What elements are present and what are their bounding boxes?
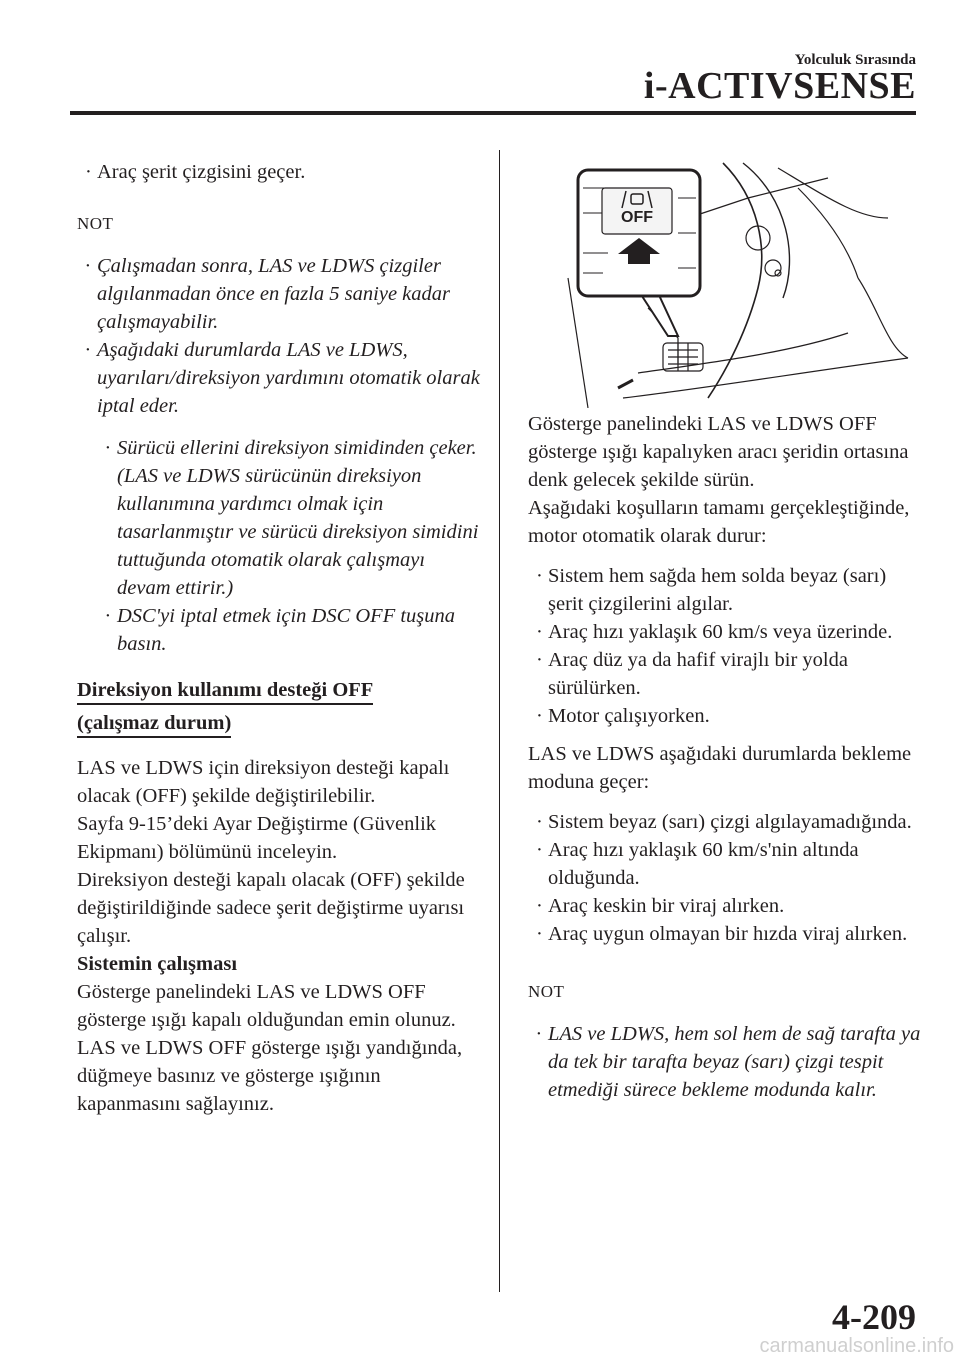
header-rule bbox=[70, 111, 916, 115]
dashboard-figure bbox=[528, 158, 924, 408]
note-subitem: · Sürücü ellerini direksiyon simidinden çeker. (LAS ve LDWS sürücünün direksiyon kullanımına yardımcı olmak için tasarlanmıştır ve sürücü direksiyon simidini tuttuğunda otomatik olarak çalışmayı devam ettirir.) bbox=[105, 437, 479, 599]
note-subitem: · DSC'yi iptal etmek için DSC OFF tuşuna basın. bbox=[105, 605, 456, 655]
list-item: · Motor çalışıyorken. bbox=[536, 705, 710, 727]
chapter-title: i-ACTIVSENSE bbox=[643, 65, 916, 107]
paragraph: Sayfa 9-15’deki Ayar Değiştirme (Güvenlik Ekipmanı) bölümünü inceleyin. bbox=[77, 813, 437, 863]
conditions-list bbox=[528, 562, 923, 730]
sub-heading: Sistemin çalışması bbox=[77, 953, 238, 975]
section-title: Yolculuk Sırasında bbox=[794, 52, 916, 68]
column-divider bbox=[499, 150, 500, 1292]
dashboard-illustration bbox=[528, 158, 924, 408]
right-column bbox=[528, 410, 923, 1104]
watermark: carmanualsonline.info bbox=[759, 1335, 954, 1357]
list-item: · Araç hızı yaklaşık 60 km/s veya üzerinde. bbox=[536, 621, 893, 643]
note-item: · Çalışmadan sonra, LAS ve LDWS çizgiler algılanmadan önce en fazla 5 saniye kadar çalışmayabilir. bbox=[85, 255, 451, 333]
note-item: · LAS ve LDWS, hem sol hem de sağ tarafta ya da tek bir tarafta beyaz (sarı) çizgi tespit etmediği sürece bekleme modunda kalır. bbox=[536, 1023, 921, 1101]
page-number: 4-209 bbox=[832, 1297, 916, 1337]
list-item: · Araç uygun olmayan bir hızda viraj alırken. bbox=[536, 923, 908, 945]
left-column bbox=[77, 158, 482, 1118]
list-item: · Sistem hem sağda hem solda beyaz (sarı) şerit çizgilerini algılar. bbox=[536, 565, 887, 615]
paragraph: LAS ve LDWS için direksiyon desteği kapalı olacak (OFF) şekilde değiştirilebilir. bbox=[77, 757, 450, 807]
off-label: OFF bbox=[621, 209, 653, 226]
note-label: NOT bbox=[77, 214, 114, 233]
paragraph: LAS ve LDWS aşağıdaki durumlarda bekleme moduna geçer: bbox=[528, 743, 912, 793]
note-label: NOT bbox=[528, 982, 565, 1001]
list-item: · Araç düz ya da hafif virajlı bir yolda sürülürken. bbox=[536, 649, 848, 699]
paragraph: Gösterge panelindeki LAS ve LDWS OFF gösterge ışığı kapalı olduğundan emin olunuz. LAS ve LDWS OFF gösterge ışığı yandığında, düğmeye basınız ve gösterge ışığının kapanmasını sağlayınız. bbox=[77, 981, 463, 1115]
list-item: · Araç şerit çizgisini geçer. bbox=[85, 161, 306, 183]
standby-list bbox=[528, 808, 923, 948]
paragraph: Aşağıdaki koşulların tamamı gerçekleştiğinde, motor otomatik olarak durur: bbox=[528, 497, 910, 547]
paragraph: Direksiyon desteği kapalı olacak (OFF) şekilde değiştirildiğinde sadece şerit değiştirme uyarısı çalışır. bbox=[77, 869, 465, 947]
list-item: · Sistem beyaz (sarı) çizgi algılayamadığında. bbox=[536, 811, 912, 833]
paragraph: Gösterge panelindeki LAS ve LDWS OFF gösterge ışığı kapalıyken aracı şeridin ortasına denk gelecek şekilde sürün. bbox=[528, 413, 909, 491]
note-item: · Aşağıdaki durumlarda LAS ve LDWS, uyarıları/direksiyon yardımını otomatik olarak iptal eder. bbox=[85, 339, 480, 417]
list-item: · Araç hızı yaklaşık 60 km/s'nin altında olduğunda. bbox=[536, 839, 859, 889]
section-heading: Direksiyon kullanımı desteği OFF (çalışmaz durum) bbox=[77, 676, 482, 738]
list-item: · Araç keskin bir viraj alırken. bbox=[536, 895, 785, 917]
